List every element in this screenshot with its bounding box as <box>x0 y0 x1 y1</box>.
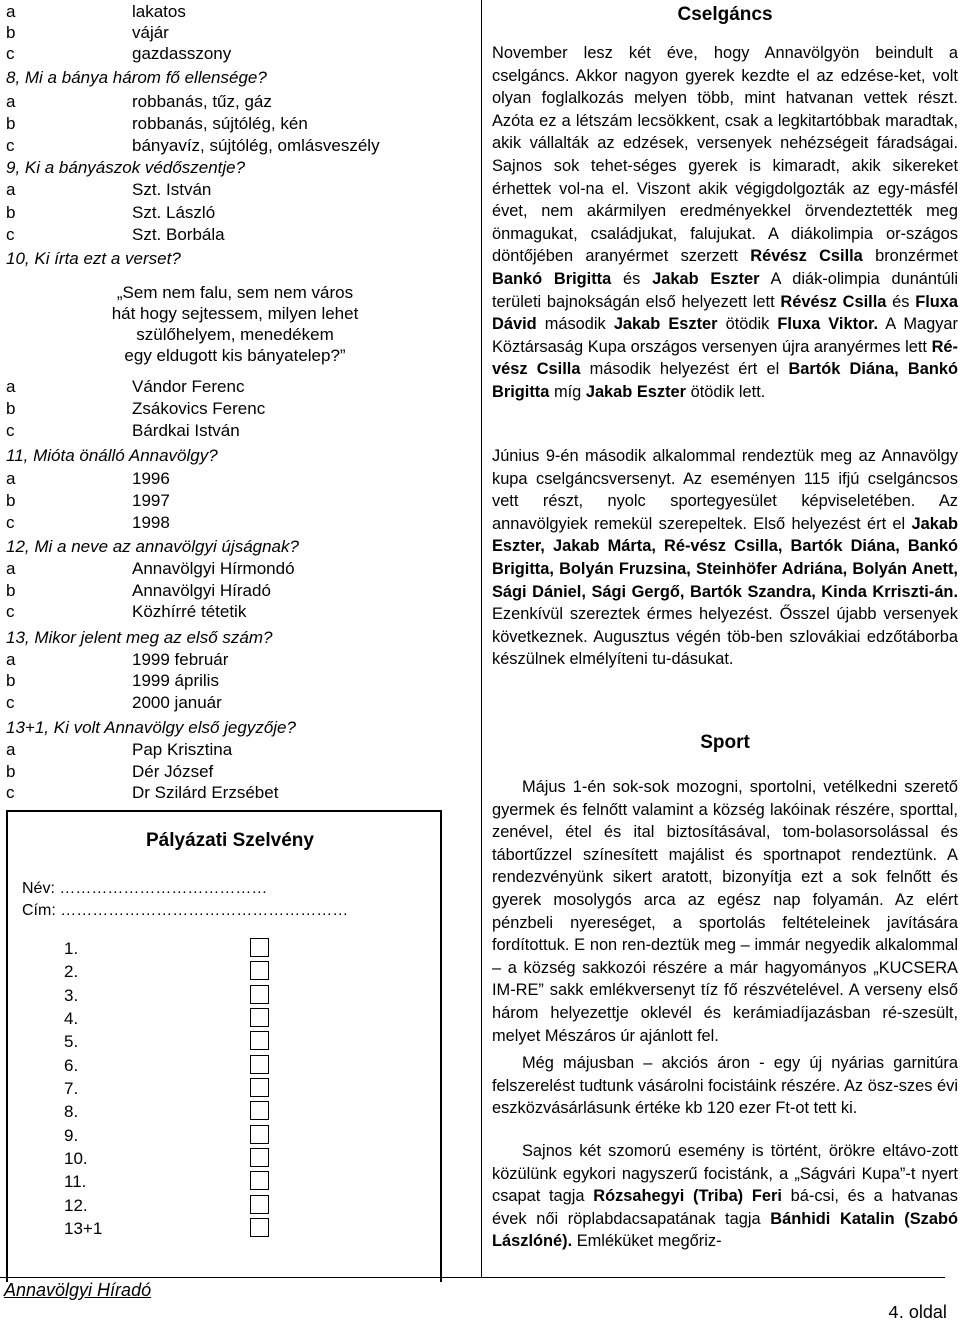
chess-paragraph-1: November lesz két éve, hogy Annavölgyön beindult a cselgáncs. Akkor nagyon gyerek kezdte el az edzése-ket, volt olyan foglalkozás melyen több, mint hatvanan vettek részt. Azóta ez a létszám lecsökkent, csak a legkitartóbbak maradtak, akik vállalták az edzések, versenyek nehézségeit fáradságai. Sajnos sok tehet-séges gyerek is kimaradt, akik sikereket érhettek vol-na el. Viszont akik végigdolgozták az egy-másfél évet, nem akármilyen eredményekkel örvendeztették meg önmagukat, családjukat, falujukat. A diákolimpia or-szágos döntőjében aranyérmet szerzett Révész Csilla bronzérmet Bankó Brigitta és Jakab Eszter A diák-olimpia dunántúli területi bajnokságán első helyezett lett Révész Csilla és Fluxa Dávid második Jakab Eszter ötödik Fluxa Viktor. A Magyar Köztársaság Kupa országos versenyen újra aranyérmes lett Ré-vész Csilla második helyezést ért el Bartók Diána, Bankó Brigitta míg Jakab Eszter ötödik lett. <box>492 44 959 401</box>
quiz-question: 10, Ki írta ezt a verset? <box>6 249 181 268</box>
answer-checkbox[interactable] <box>250 1031 269 1050</box>
quiz-question: 13, Mikor jelent meg az első szám? <box>6 628 273 647</box>
footer-rule <box>0 1277 945 1278</box>
name-field[interactable]: Név: ………………………………… <box>22 880 268 897</box>
poem-line: egy eldugott kis bányatelep?” <box>124 346 346 365</box>
answer-checkbox[interactable] <box>250 1195 269 1214</box>
coupon-number: 4. <box>64 1009 79 1028</box>
answer-checkbox[interactable] <box>250 1055 269 1074</box>
chess-paragraph-2: Június 9-én második alkalommal rendeztük meg az Annavölgy kupa cselgáncsversenyt. Az eseményen 115 ifjú cselgáncsos vett részt, nyolc sportegyesület képviseletében. Az annavölgyiek remekül szerepeltek. Első helyezést ért el Jakab Eszter, Jakab Márta, Ré-vész Csilla, Bartók Diána, Bankó Brigitta, Bolyán Fruzsina, Steinhöfer Adriána, Bolyán Anett, Sági Dániel, Sági Gergő, Bartók Szandra, Kinda Krriszti-án. Ezenkívül szereztek érmes helyezést. Ősszel újabb versenyek következnek. Augusztus végén töb-ben szlovákiai edzőtáborba készülnek elmélyíteni tu-dásukat. <box>492 447 958 669</box>
answer-checkbox[interactable] <box>250 961 269 980</box>
answer-checkbox[interactable] <box>250 1218 269 1237</box>
answer-checkbox[interactable] <box>250 1078 269 1097</box>
coupon-number: 5. <box>64 1032 79 1051</box>
answer-checkbox[interactable] <box>250 985 269 1004</box>
quiz-question: 12, Mi a neve az annavölgyi újságnak? <box>6 537 299 556</box>
poem-line: szülőhelyem, menedékem <box>136 325 334 344</box>
quiz-question: 8, Mi a bánya három fő ellensége? <box>6 68 267 87</box>
poem-line: „Sem nem falu, sem nem város <box>116 283 354 302</box>
poem-line: hát hogy sejtessem, milyen lehet <box>111 304 359 323</box>
coupon-number: 6. <box>64 1056 79 1075</box>
coupon-number: 10. <box>64 1149 88 1168</box>
coupon-number: 1. <box>64 939 79 958</box>
answer-checkbox[interactable] <box>250 1125 269 1144</box>
sport-paragraph-3: Sajnos két szomorú esemény is történt, örökre eltávo-zott közülünk egykori nagyszerű focistánk, a „Ságvári Kupa”-t nyert csapat tagja Rózsahegyi (Triba) Feri bá-csi, és a hatvanas évek női röplabdacsapatának tagja Bánhidi Katalin (Szabó Lászlóné). Emléküket megőriz- <box>492 1142 959 1251</box>
coupon-number: 13+1 <box>64 1219 103 1238</box>
coupon-number: 8. <box>64 1102 79 1121</box>
sport-paragraph-1: Május 1-én sok-sok mozogni, sportolni, vetélkedni szerető gyermek és felnőtt valamint a község lakóinak részére, sporttal, zenével, étel és ital biztosításával, tom-bolasorsolással és tábortűzzel színesített majálist és sportnapot rendeztünk. A rendezvényünk sikert aratott, bizonyítja ezt a sok felnőtt és gyerek mosolygós arca az egész nap folyamán. Az elért pénzbeli nyereséget, a sportolás feltételeinek javítására fordítottuk. E non ren-deztük meg – immár negyedik alkalommal – a község sakkozói részére a már hagyományos „KUCSERA IM-RE” sakk emlékversenyt tíz fő részvételével. A verseny első három helyezettje oklevél és kerámiadíjazásban ré-szesült, melyet Mészáros úr ajánlott fel. <box>492 778 958 1045</box>
quiz-question: 9, Ki a bányászok védőszentje? <box>6 158 246 177</box>
page-number: 4. oldal <box>888 1302 947 1324</box>
answer-checkbox[interactable] <box>250 1148 269 1167</box>
answer-checkbox[interactable] <box>250 1101 269 1120</box>
coupon-number: 2. <box>64 962 79 981</box>
sport-paragraph-2: Még májusban – akciós áron - egy új nyárias garnitúra felszerelést tudtunk vásárolni focistáink részére. Az ösz-szes évi eszközvásárlásunk értéke kb 120 ezer Ft-ot tett ki. <box>492 1054 958 1118</box>
coupon-number: 9. <box>64 1126 79 1145</box>
address-field[interactable]: Cím: ……………………………………………… <box>22 902 349 919</box>
coupon-number: 12. <box>64 1196 88 1215</box>
coupon-title: Pályázati Szelvény <box>146 830 314 851</box>
answer-checkbox[interactable] <box>250 1008 269 1027</box>
coupon-number: 7. <box>64 1079 79 1098</box>
publication-name: Annavölgyi Híradó <box>4 1280 152 1300</box>
sport-title: Sport <box>700 732 750 753</box>
quiz-question: 11, Mióta önálló Annavölgy? <box>6 446 218 465</box>
coupon-number: 11. <box>64 1172 87 1191</box>
chess-title: Cselgáncs <box>677 4 773 25</box>
column-divider <box>481 0 482 1278</box>
answer-checkbox[interactable] <box>250 1171 269 1190</box>
coupon-number: 3. <box>64 986 79 1005</box>
quiz-question: 13+1, Ki volt Annavölgy első jegyzője? <box>6 718 296 737</box>
answer-checkbox[interactable] <box>250 938 269 957</box>
